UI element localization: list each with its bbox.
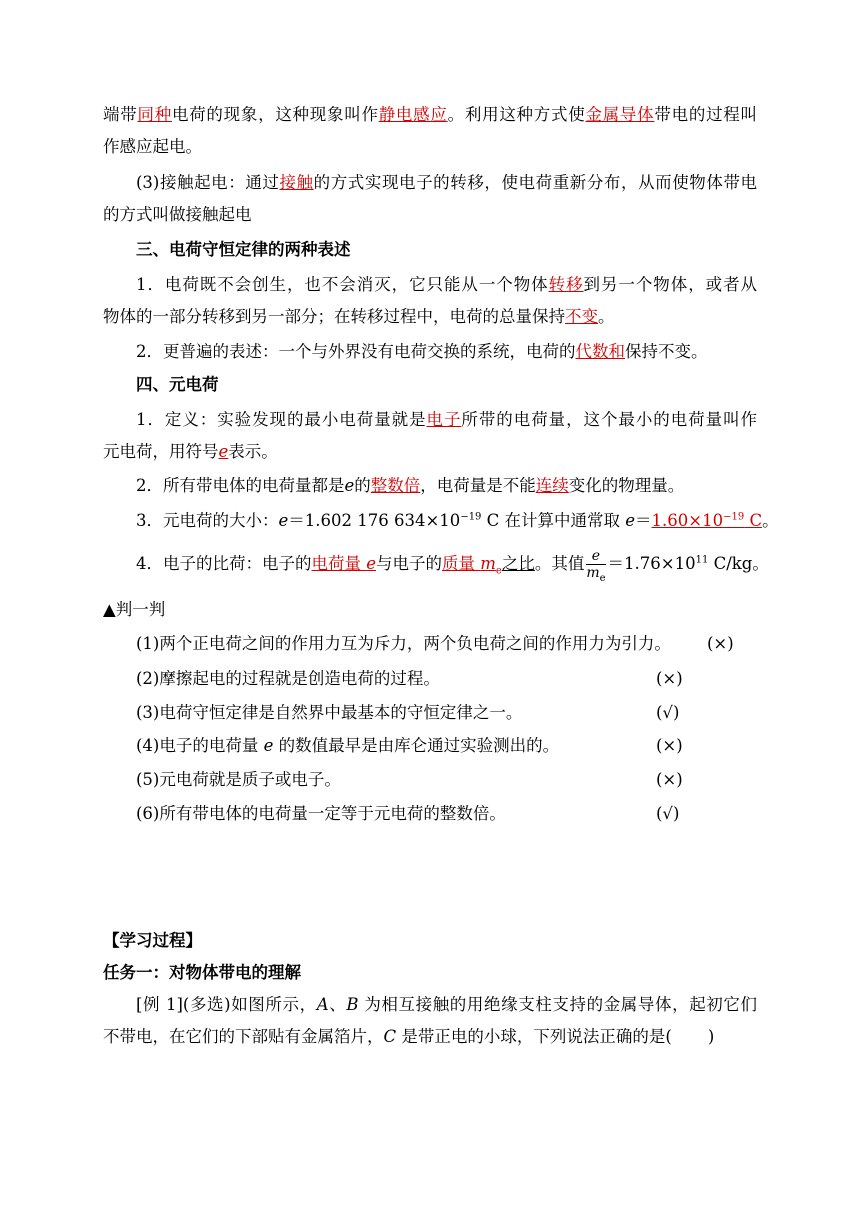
- judge-item: (4)电子的电荷量 e 的数值最早是由库仑通过实验测出的。: [136, 736, 560, 755]
- answer-blank: e: [218, 442, 229, 461]
- judge-mark: (×): [656, 770, 683, 789]
- judge-item: (3)电荷守恒定律是自然界中最基本的守恒定律之一。: [136, 703, 523, 722]
- paragraph-line: 1．定义：实验发现的最小电荷量就是电子所带的电荷量，这个最小的电荷量叫作: [136, 410, 758, 429]
- paragraph-line: 1．电荷既不会创生，也不会消灭，它只能从一个物体转移到另一个物体，或者从: [136, 275, 758, 294]
- paragraph-line: 3．元电荷的大小：e＝1.602 176 $634\times 10^{-19}$ C 在计算中通常取 $e=1.60\times 10^{-19}$ C。: [136, 511, 779, 530]
- answer-blank: 静电感应: [378, 105, 448, 124]
- answer-blank: 电子: [426, 410, 462, 429]
- judge-title: ▲判一判: [103, 600, 166, 619]
- paragraph-line: 不带电，在它们的下部贴有金属箔片，C 是带正电的小球，下列说法正确的是( ): [103, 1027, 715, 1046]
- section-heading: 【学习过程】: [103, 931, 202, 950]
- judge-item: (2)摩擦起电的过程就是创造电荷的过程。: [136, 669, 440, 688]
- fraction: $\frac{e}{m_e}$: [586, 548, 606, 584]
- answer-blank: 金属导体: [585, 105, 655, 124]
- paragraph-line: 4．电子的比荷：电子的电荷量 e与电子的质量 $m_e$之比。其值 $\frac{e}{m_e}$ $=1.76\times 10^{11}$ C/kg。: [136, 548, 769, 584]
- paragraph-line: [例 1](多选)如图所示，A、B 为相互接触的用绝缘支柱支持的金属导体，起初它们: [136, 995, 758, 1014]
- judge-item: (1)两个正电荷之间的作用力互为斥力，两个负电荷之间的作用力为引力。: [136, 634, 671, 653]
- paragraph-line: 的方式叫做接触起电: [103, 205, 252, 224]
- answer-blank: 代数和: [575, 342, 625, 361]
- judge-mark: (×): [707, 634, 734, 653]
- paragraph-line: 端带同种电荷的现象，这种现象叫作静电感应。利用这种方式使金属导体带电的过程叫: [103, 105, 758, 124]
- paragraph-line: 作感应起电。: [103, 137, 202, 156]
- judge-item: (5)元电荷就是质子或电子。: [136, 770, 341, 789]
- answer-blank: 接触: [279, 173, 314, 192]
- answer-blank: 同种: [137, 105, 172, 124]
- judge-mark: (√): [656, 703, 680, 722]
- answer-blank: 整数倍: [370, 476, 421, 495]
- section-heading: 四、元电荷: [136, 375, 219, 394]
- judge-mark: (×): [656, 736, 683, 755]
- answer-blank: 质量 $m_e$: [442, 554, 502, 577]
- paragraph-line: 元电荷，用符号e表示。: [103, 442, 278, 461]
- answer-blank: $1.60\times 10^{-19}$ C: [651, 511, 763, 530]
- judge-mark: (×): [656, 669, 683, 688]
- answer-blank: 转移: [548, 275, 584, 294]
- answer-blank: 连续: [535, 476, 569, 495]
- paragraph-line: 2．更普遍的表述：一个与外界没有电荷交换的系统，电荷的代数和保持不变。: [136, 342, 708, 361]
- section-heading: 三、电荷守恒定律的两种表述: [136, 240, 351, 259]
- paragraph-line: 物体的一部分转移到另一部分；在转移过程中，电荷的总量保持不变。: [103, 307, 615, 326]
- task-heading: 任务一：对物体带电的理解: [103, 963, 301, 982]
- paragraph-line: 2．所有带电体的电荷量都是e的整数倍，电荷量是不能连续变化的物理量。: [136, 476, 685, 495]
- answer-blank: 不变: [565, 307, 598, 326]
- paragraph-line: (3)接触起电：通过接触的方式实现电子的转移，使电荷重新分布，从而使物体带电: [136, 173, 758, 192]
- judge-item: (6)所有带电体的电荷量一定等于元电荷的整数倍。: [136, 804, 506, 823]
- answer-blank: 电荷量 e: [311, 554, 377, 573]
- judge-mark: (√): [656, 804, 680, 823]
